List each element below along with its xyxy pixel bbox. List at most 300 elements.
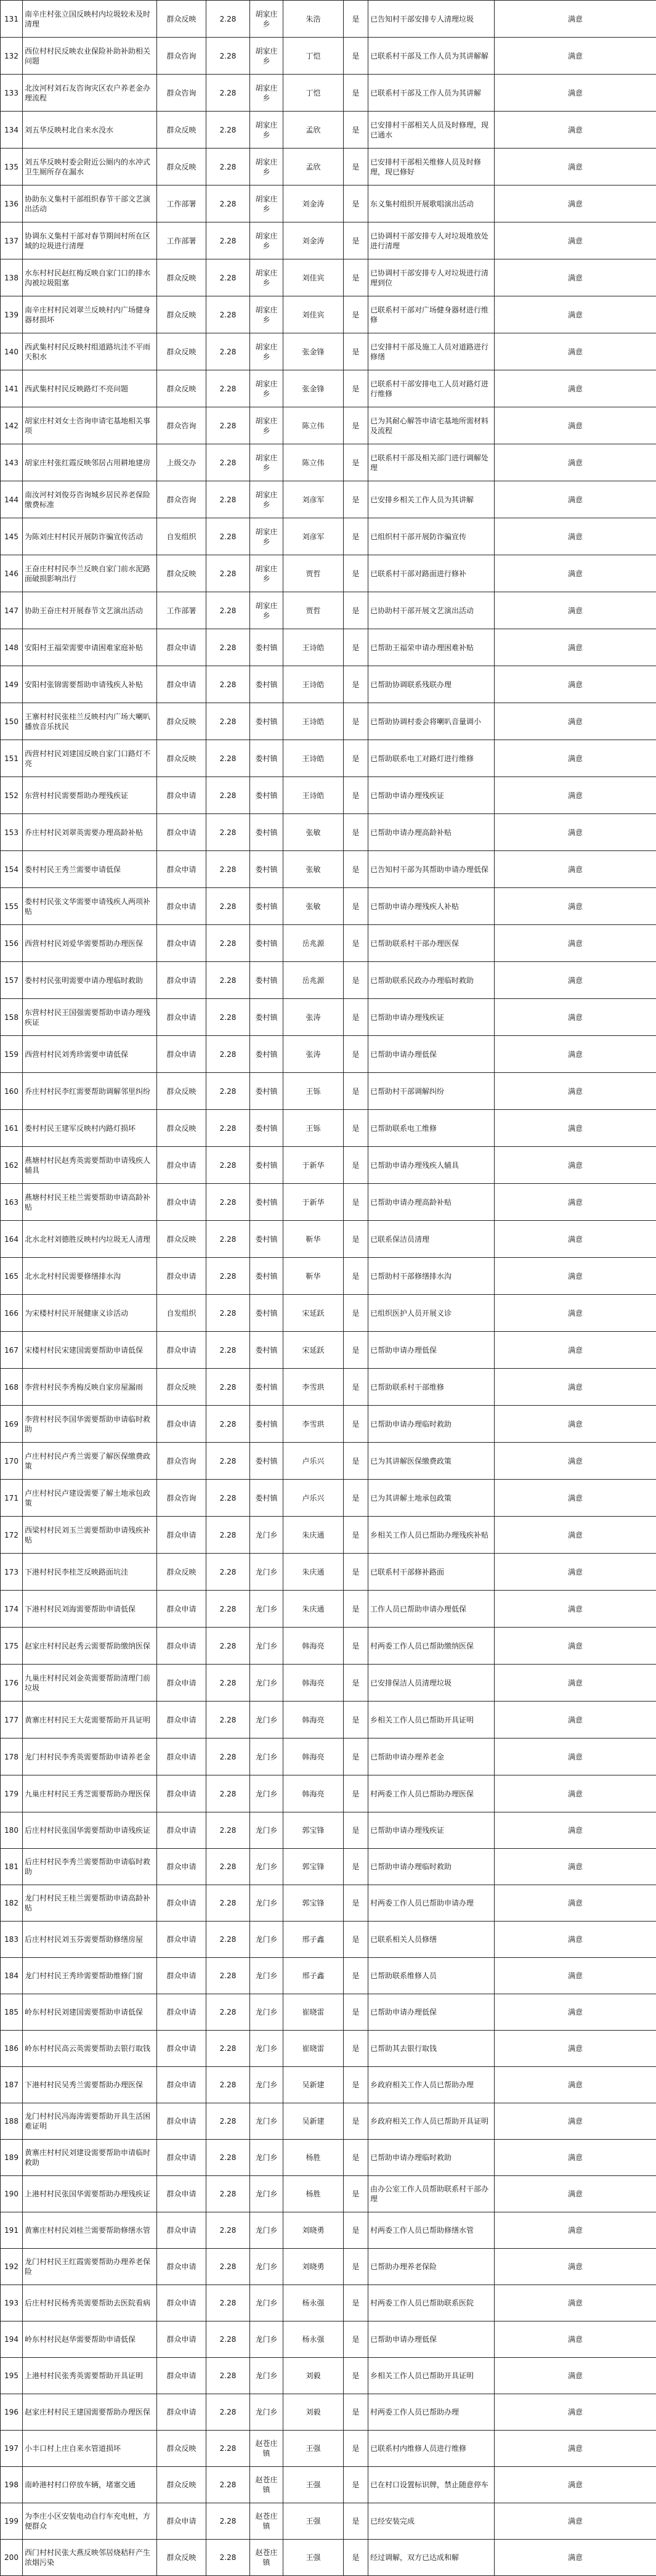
handler-name: 崔晓雷 [283, 1994, 344, 2031]
row-number: 143 [1, 444, 23, 481]
item-date: 2.28 [206, 296, 250, 333]
completion-status: 是 [344, 2249, 368, 2285]
township: 娄村镇 [250, 999, 283, 1036]
handling-result: 已协助村干部开展文艺演出活动 [368, 592, 495, 629]
township: 娄村镇 [250, 777, 283, 814]
item-date: 2.28 [206, 1591, 250, 1628]
item-date: 2.28 [206, 2503, 250, 2540]
item-type: 群众咨询 [157, 407, 206, 444]
item-type: 群众申请 [157, 1147, 206, 1184]
item-date: 2.28 [206, 2394, 250, 2431]
completion-status: 是 [344, 2067, 368, 2103]
completion-status: 是 [344, 814, 368, 851]
row-number: 152 [1, 777, 23, 814]
satisfaction: 满意 [495, 555, 656, 592]
completion-status: 是 [344, 1738, 368, 1775]
table-row [1, 259, 656, 296]
table-row [1, 1147, 656, 1184]
handling-result: 乡相关工作人员已帮助办理残疾补贴 [368, 1517, 495, 1554]
table-row [1, 2285, 656, 2321]
item-date: 2.28 [206, 38, 250, 75]
completion-status: 是 [344, 2176, 368, 2212]
handler-name: 李雪珙 [283, 1369, 344, 1406]
handler-name: 刘金涛 [283, 185, 344, 222]
table-row [1, 1295, 656, 1332]
handling-result: 已联系村干部安排电工人员对路灯进行维修 [368, 370, 495, 407]
item-date: 2.28 [206, 851, 250, 888]
row-number: 180 [1, 1812, 23, 1849]
township: 娄村镇 [250, 666, 283, 703]
handler-name: 朱浩 [283, 1, 344, 38]
satisfaction: 满意 [495, 370, 656, 407]
completion-status: 是 [344, 370, 368, 407]
row-number: 141 [1, 370, 23, 407]
item-type: 群众反映 [157, 2540, 206, 2576]
item-type: 群众申请 [157, 2103, 206, 2140]
item-content: 北水北村刘德胜反映村内垃圾无人清理 [23, 1221, 157, 1258]
handling-result: 已联系村干部及工作人员为其讲解 [368, 75, 495, 112]
township: 娄村镇 [250, 814, 283, 851]
handler-name: 吴新建 [283, 2103, 344, 2140]
row-number: 131 [1, 1, 23, 38]
handler-name: 韩海亮 [283, 1665, 344, 1702]
handling-result: 已帮助申请办理残疾证 [368, 777, 495, 814]
row-number: 156 [1, 925, 23, 962]
completion-status: 是 [344, 2212, 368, 2249]
item-date: 2.28 [206, 1369, 250, 1406]
item-content: 龙门村村民王秀珍需要帮助维修门窗 [23, 1958, 157, 1994]
item-type: 群众反映 [157, 1221, 206, 1258]
item-date: 2.28 [206, 1147, 250, 1184]
satisfaction: 满意 [495, 1221, 656, 1258]
handler-name: 刘彦军 [283, 481, 344, 518]
satisfaction: 满意 [495, 1958, 656, 1994]
handler-name: 宋延跃 [283, 1332, 344, 1369]
item-content: 李营村村民李秀梅反映自家房屋漏雨 [23, 1369, 157, 1406]
table-row [1, 555, 656, 592]
satisfaction: 满意 [495, 112, 656, 149]
row-number: 171 [1, 1480, 23, 1517]
item-date: 2.28 [206, 999, 250, 1036]
item-date: 2.28 [206, 2067, 250, 2103]
satisfaction: 满意 [495, 851, 656, 888]
handler-name: 于新华 [283, 1184, 344, 1221]
table-row [1, 2140, 656, 2176]
township: 龙门乡 [250, 2249, 283, 2285]
handler-name: 朱庆通 [283, 1517, 344, 1554]
handler-name: 王强 [283, 2431, 344, 2467]
item-content: 龙门村村民冯海涛需要帮助开具生活困难证明 [23, 2103, 157, 2140]
handling-result: 已联系相关人员修缮 [368, 1922, 495, 1958]
township: 娄村镇 [250, 1480, 283, 1517]
item-date: 2.28 [206, 2140, 250, 2176]
table-row [1, 2540, 656, 2576]
item-type: 群众申请 [157, 851, 206, 888]
handler-name: 杨胜 [283, 2140, 344, 2176]
township: 龙门乡 [250, 2031, 283, 2067]
item-type: 群众申请 [157, 2176, 206, 2212]
table-row [1, 2394, 656, 2431]
row-number: 175 [1, 1628, 23, 1665]
item-date: 2.28 [206, 1738, 250, 1775]
row-number: 177 [1, 1702, 23, 1738]
item-content: 九巢庄村村民王秀芝需要帮助办理医保 [23, 1775, 157, 1812]
item-date: 2.28 [206, 1885, 250, 1922]
item-type: 群众申请 [157, 999, 206, 1036]
handling-result: 已帮助联系村干部维修 [368, 1369, 495, 1406]
item-content: 后庄村村民杨秀英需要帮助去医院看病 [23, 2285, 157, 2321]
table-row [1, 666, 656, 703]
handling-result: 已协调村干部安排专人对垃圾进行清理到位 [368, 259, 495, 296]
handler-name: 李雪珙 [283, 1406, 344, 1443]
item-date: 2.28 [206, 481, 250, 518]
handling-result: 乡政府相关工作人员已帮助开具证明 [368, 2103, 495, 2140]
item-content: 下港村村民吴秀兰需要帮助办理医保 [23, 2067, 157, 2103]
satisfaction: 满意 [495, 1554, 656, 1591]
item-date: 2.28 [206, 592, 250, 629]
handling-result: 已帮助村干部修缮排水沟 [368, 1258, 495, 1295]
item-date: 2.28 [206, 1812, 250, 1849]
satisfaction: 满意 [495, 962, 656, 999]
completion-status: 是 [344, 333, 368, 370]
handler-name: 张涛 [283, 999, 344, 1036]
table-row [1, 1073, 656, 1110]
satisfaction: 满意 [495, 1994, 656, 2031]
satisfaction: 满意 [495, 2140, 656, 2176]
township: 龙门乡 [250, 2212, 283, 2249]
table-row [1, 1994, 656, 2031]
row-number: 161 [1, 1110, 23, 1147]
item-date: 2.28 [206, 888, 250, 925]
township: 娄村镇 [250, 1406, 283, 1443]
table-row [1, 1369, 656, 1406]
row-number: 165 [1, 1258, 23, 1295]
table-row [1, 1738, 656, 1775]
item-date: 2.28 [206, 2212, 250, 2249]
handling-result: 已在村口设置标识牌，禁止随意停车 [368, 2467, 495, 2503]
table-row [1, 518, 656, 555]
township: 龙门乡 [250, 2394, 283, 2431]
satisfaction: 满意 [495, 1665, 656, 1702]
table-row [1, 2176, 656, 2212]
completion-status: 是 [344, 999, 368, 1036]
item-content: 北汝河村刘石友咨询灾区农户养老金办理流程 [23, 75, 157, 112]
item-type: 群众反映 [157, 2431, 206, 2467]
table-row [1, 2031, 656, 2067]
row-number: 182 [1, 1885, 23, 1922]
item-type: 群众申请 [157, 2321, 206, 2358]
township: 胡家庄乡 [250, 38, 283, 75]
satisfaction: 满意 [495, 259, 656, 296]
satisfaction: 满意 [495, 1110, 656, 1147]
item-type: 群众咨询 [157, 481, 206, 518]
handler-name: 郭宝锋 [283, 1849, 344, 1885]
handling-result: 已联系村干部及相关部门进行调解处理 [368, 444, 495, 481]
table-row [1, 777, 656, 814]
row-number: 132 [1, 38, 23, 75]
township: 胡家庄乡 [250, 1, 283, 38]
item-content: 北水北村村民需要修缮排水沟 [23, 1258, 157, 1295]
handler-name: 卢乐兴 [283, 1480, 344, 1517]
handling-result: 已帮助联系维修人员 [368, 1958, 495, 1994]
item-date: 2.28 [206, 1849, 250, 1885]
handling-result: 已帮助申请办理残疾证 [368, 999, 495, 1036]
handler-name: 孟欣 [283, 149, 344, 185]
township: 龙门乡 [250, 1738, 283, 1775]
satisfaction: 满意 [495, 2321, 656, 2358]
completion-status: 是 [344, 1184, 368, 1221]
township: 娄村镇 [250, 925, 283, 962]
item-content: 黄寨庄村村民刘桂兰需要帮助修缮水管 [23, 2212, 157, 2249]
item-type: 群众申请 [157, 1258, 206, 1295]
completion-status: 是 [344, 222, 368, 259]
handler-name: 王诗皓 [283, 666, 344, 703]
table-row [1, 444, 656, 481]
completion-status: 是 [344, 2321, 368, 2358]
item-content: 西武集村村民反映路灯不亮问题 [23, 370, 157, 407]
item-type: 群众申请 [157, 1406, 206, 1443]
table-row [1, 1480, 656, 1517]
item-content: 刘五华反映村委会附近公厕内的水冲式卫生厕所存在漏水 [23, 149, 157, 185]
handling-result: 已帮助协调村委会将喇叭音量调小 [368, 703, 495, 740]
item-type: 工作部署 [157, 222, 206, 259]
item-type: 群众反映 [157, 296, 206, 333]
township: 娄村镇 [250, 629, 283, 666]
item-content: 岭东村村民高云英需要帮助去银行取钱 [23, 2031, 157, 2067]
completion-status: 是 [344, 2031, 368, 2067]
item-type: 群众申请 [157, 2285, 206, 2321]
row-number: 137 [1, 222, 23, 259]
table-row [1, 1812, 656, 1849]
row-number: 181 [1, 1849, 23, 1885]
handling-result: 已告知村干部为其帮助申请办理低保 [368, 851, 495, 888]
item-type: 群众反映 [157, 1073, 206, 1110]
township: 胡家庄乡 [250, 370, 283, 407]
township: 赵苍庄镇 [250, 2467, 283, 2503]
table-row [1, 333, 656, 370]
item-type: 群众申请 [157, 1332, 206, 1369]
completion-status: 是 [344, 1994, 368, 2031]
item-content: 龙门村村民李秀英需要帮助申请养老金 [23, 1738, 157, 1775]
handler-name: 韩海亮 [283, 1775, 344, 1812]
item-type: 群众反映 [157, 370, 206, 407]
table-row [1, 1406, 656, 1443]
item-content: 西营村村民刘建国反映自家门口路灯不亮 [23, 740, 157, 777]
handling-result: 已联系保洁员清理 [368, 1221, 495, 1258]
item-date: 2.28 [206, 1221, 250, 1258]
table-row [1, 1628, 656, 1665]
row-number: 135 [1, 149, 23, 185]
row-number: 178 [1, 1738, 23, 1775]
item-content: 赵家庄村村民王建国需要帮助办理医保 [23, 2394, 157, 2431]
handler-name: 刘晓勇 [283, 2249, 344, 2285]
handler-name: 靳华 [283, 1221, 344, 1258]
table-row [1, 1702, 656, 1738]
handling-result: 乡相关工作人员已帮助开具证明 [368, 1702, 495, 1738]
township: 娄村镇 [250, 703, 283, 740]
handling-result: 村两委工作人员已帮助办理医保 [368, 1775, 495, 1812]
completion-status: 是 [344, 1369, 368, 1406]
completion-status: 是 [344, 1922, 368, 1958]
handling-result: 乡政府相关工作人员已帮助办理 [368, 2067, 495, 2103]
completion-status: 是 [344, 1480, 368, 1517]
row-number: 163 [1, 1184, 23, 1221]
township: 龙门乡 [250, 1665, 283, 1702]
row-number: 160 [1, 1073, 23, 1110]
item-type: 群众反映 [157, 703, 206, 740]
item-content: 上港村村民张国华需要帮助办理残疾证 [23, 2176, 157, 2212]
table-row [1, 75, 656, 112]
satisfaction: 满意 [495, 1922, 656, 1958]
item-date: 2.28 [206, 2285, 250, 2321]
satisfaction: 满意 [495, 1591, 656, 1628]
table-row [1, 888, 656, 925]
handler-name: 刘晓勇 [283, 2212, 344, 2249]
handling-result: 村两委工作人员已帮助联系医院 [368, 2285, 495, 2321]
handling-result: 已帮助联系电工对路灯进行维修 [368, 740, 495, 777]
completion-status: 是 [344, 2503, 368, 2540]
row-number: 170 [1, 1443, 23, 1480]
satisfaction: 满意 [495, 740, 656, 777]
township: 娄村镇 [250, 1184, 283, 1221]
row-number: 151 [1, 740, 23, 777]
handler-name: 杨永强 [283, 2321, 344, 2358]
handler-name: 靳华 [283, 1258, 344, 1295]
item-content: 胡家庄村张红霞反映邻居占用耕地建房 [23, 444, 157, 481]
table-row [1, 1443, 656, 1480]
row-number: 146 [1, 555, 23, 592]
item-content: 西梁村村民刘玉兰需要帮助申请残疾补贴 [23, 1517, 157, 1554]
item-content: 安阳村王福荣需要申请困难家庭补贴 [23, 629, 157, 666]
township: 龙门乡 [250, 2176, 283, 2212]
item-content: 宋楼村村民宋建国需要帮助申请低保 [23, 1332, 157, 1369]
item-content: 刘五华反映村北自来水没水 [23, 112, 157, 149]
item-content: 卢庄村村民卢秀兰需要了解医保缴费政策 [23, 1443, 157, 1480]
completion-status: 是 [344, 925, 368, 962]
item-type: 群众申请 [157, 1702, 206, 1738]
table-row [1, 925, 656, 962]
item-date: 2.28 [206, 1665, 250, 1702]
item-date: 2.28 [206, 962, 250, 999]
table-row [1, 740, 656, 777]
row-number: 190 [1, 2176, 23, 2212]
satisfaction: 满意 [495, 222, 656, 259]
satisfaction: 满意 [495, 1480, 656, 1517]
completion-status: 是 [344, 2285, 368, 2321]
item-date: 2.28 [206, 740, 250, 777]
handler-name: 贾哲 [283, 592, 344, 629]
township: 龙门乡 [250, 1591, 283, 1628]
township: 龙门乡 [250, 1702, 283, 1738]
row-number: 186 [1, 2031, 23, 2067]
handler-name: 王强 [283, 2540, 344, 2576]
item-type: 群众申请 [157, 1738, 206, 1775]
completion-status: 是 [344, 1443, 368, 1480]
completion-status: 是 [344, 2394, 368, 2431]
handling-result: 已帮助申请办理高龄补贴 [368, 814, 495, 851]
satisfaction: 满意 [495, 296, 656, 333]
township: 胡家庄乡 [250, 296, 283, 333]
completion-status: 是 [344, 1110, 368, 1147]
completion-status: 是 [344, 1812, 368, 1849]
item-content: 上港村村民张秀英需要帮助开具证明 [23, 2358, 157, 2394]
handler-name: 王铄 [283, 1073, 344, 1110]
handling-result: 已为其耐心解答申请宅基地所需材料及流程 [368, 407, 495, 444]
handling-result: 已组织医护人员开展义诊 [368, 1295, 495, 1332]
handling-result: 乡相关工作人员已帮助开具证明 [368, 2358, 495, 2394]
completion-status: 是 [344, 481, 368, 518]
item-type: 群众申请 [157, 1184, 206, 1221]
item-date: 2.28 [206, 1406, 250, 1443]
item-date: 2.28 [206, 629, 250, 666]
row-number: 185 [1, 1994, 23, 2031]
handling-result: 已帮助申请办理低保 [368, 1332, 495, 1369]
row-number: 145 [1, 518, 23, 555]
handling-result: 已帮助联系村干部办理医保 [368, 925, 495, 962]
handling-result: 已安排村干部及施工人员对道路进行修缮 [368, 333, 495, 370]
satisfaction: 满意 [495, 2176, 656, 2212]
satisfaction: 满意 [495, 444, 656, 481]
satisfaction: 满意 [495, 2431, 656, 2467]
row-number: 136 [1, 185, 23, 222]
item-date: 2.28 [206, 1702, 250, 1738]
item-type: 工作部署 [157, 592, 206, 629]
item-date: 2.28 [206, 75, 250, 112]
row-number: 198 [1, 2467, 23, 2503]
item-type: 群众申请 [157, 1812, 206, 1849]
item-type: 群众反映 [157, 555, 206, 592]
township: 龙门乡 [250, 2358, 283, 2394]
table-row [1, 222, 656, 259]
table-row [1, 2467, 656, 2503]
handler-name: 王强 [283, 2503, 344, 2540]
item-type: 群众咨询 [157, 1443, 206, 1480]
township: 胡家庄乡 [250, 407, 283, 444]
item-date: 2.28 [206, 259, 250, 296]
handler-name: 陈立伟 [283, 444, 344, 481]
township: 赵苍庄镇 [250, 2431, 283, 2467]
satisfaction: 满意 [495, 1628, 656, 1665]
row-number: 176 [1, 1665, 23, 1702]
row-number: 162 [1, 1147, 23, 1184]
handling-result: 已联系村干部修补路面 [368, 1554, 495, 1591]
handling-result: 已帮助村干部调解纠纷 [368, 1073, 495, 1110]
item-date: 2.28 [206, 222, 250, 259]
table-row [1, 481, 656, 518]
table-row [1, 1110, 656, 1147]
item-content: 卢庄村村民卢建设需要了解土地承包政策 [23, 1480, 157, 1517]
handling-result: 已帮助联系民政办办理临时救助 [368, 962, 495, 999]
table-row [1, 149, 656, 185]
completion-status: 是 [344, 703, 368, 740]
township: 龙门乡 [250, 1922, 283, 1958]
item-type: 群众申请 [157, 666, 206, 703]
township: 娄村镇 [250, 740, 283, 777]
item-type: 群众申请 [157, 1628, 206, 1665]
row-number: 138 [1, 259, 23, 296]
township: 胡家庄乡 [250, 555, 283, 592]
handling-result: 已联系村干部对广场健身器材进行维修 [368, 296, 495, 333]
handler-name: 卢乐兴 [283, 1443, 344, 1480]
completion-status: 是 [344, 1036, 368, 1073]
item-content: 水东村村民赵红梅反映自家门口的排水沟被垃圾阻塞 [23, 259, 157, 296]
table-row [1, 185, 656, 222]
item-type: 群众申请 [157, 1665, 206, 1702]
row-number: 173 [1, 1554, 23, 1591]
handler-name: 张金锋 [283, 370, 344, 407]
completion-status: 是 [344, 1702, 368, 1738]
table-row [1, 1775, 656, 1812]
